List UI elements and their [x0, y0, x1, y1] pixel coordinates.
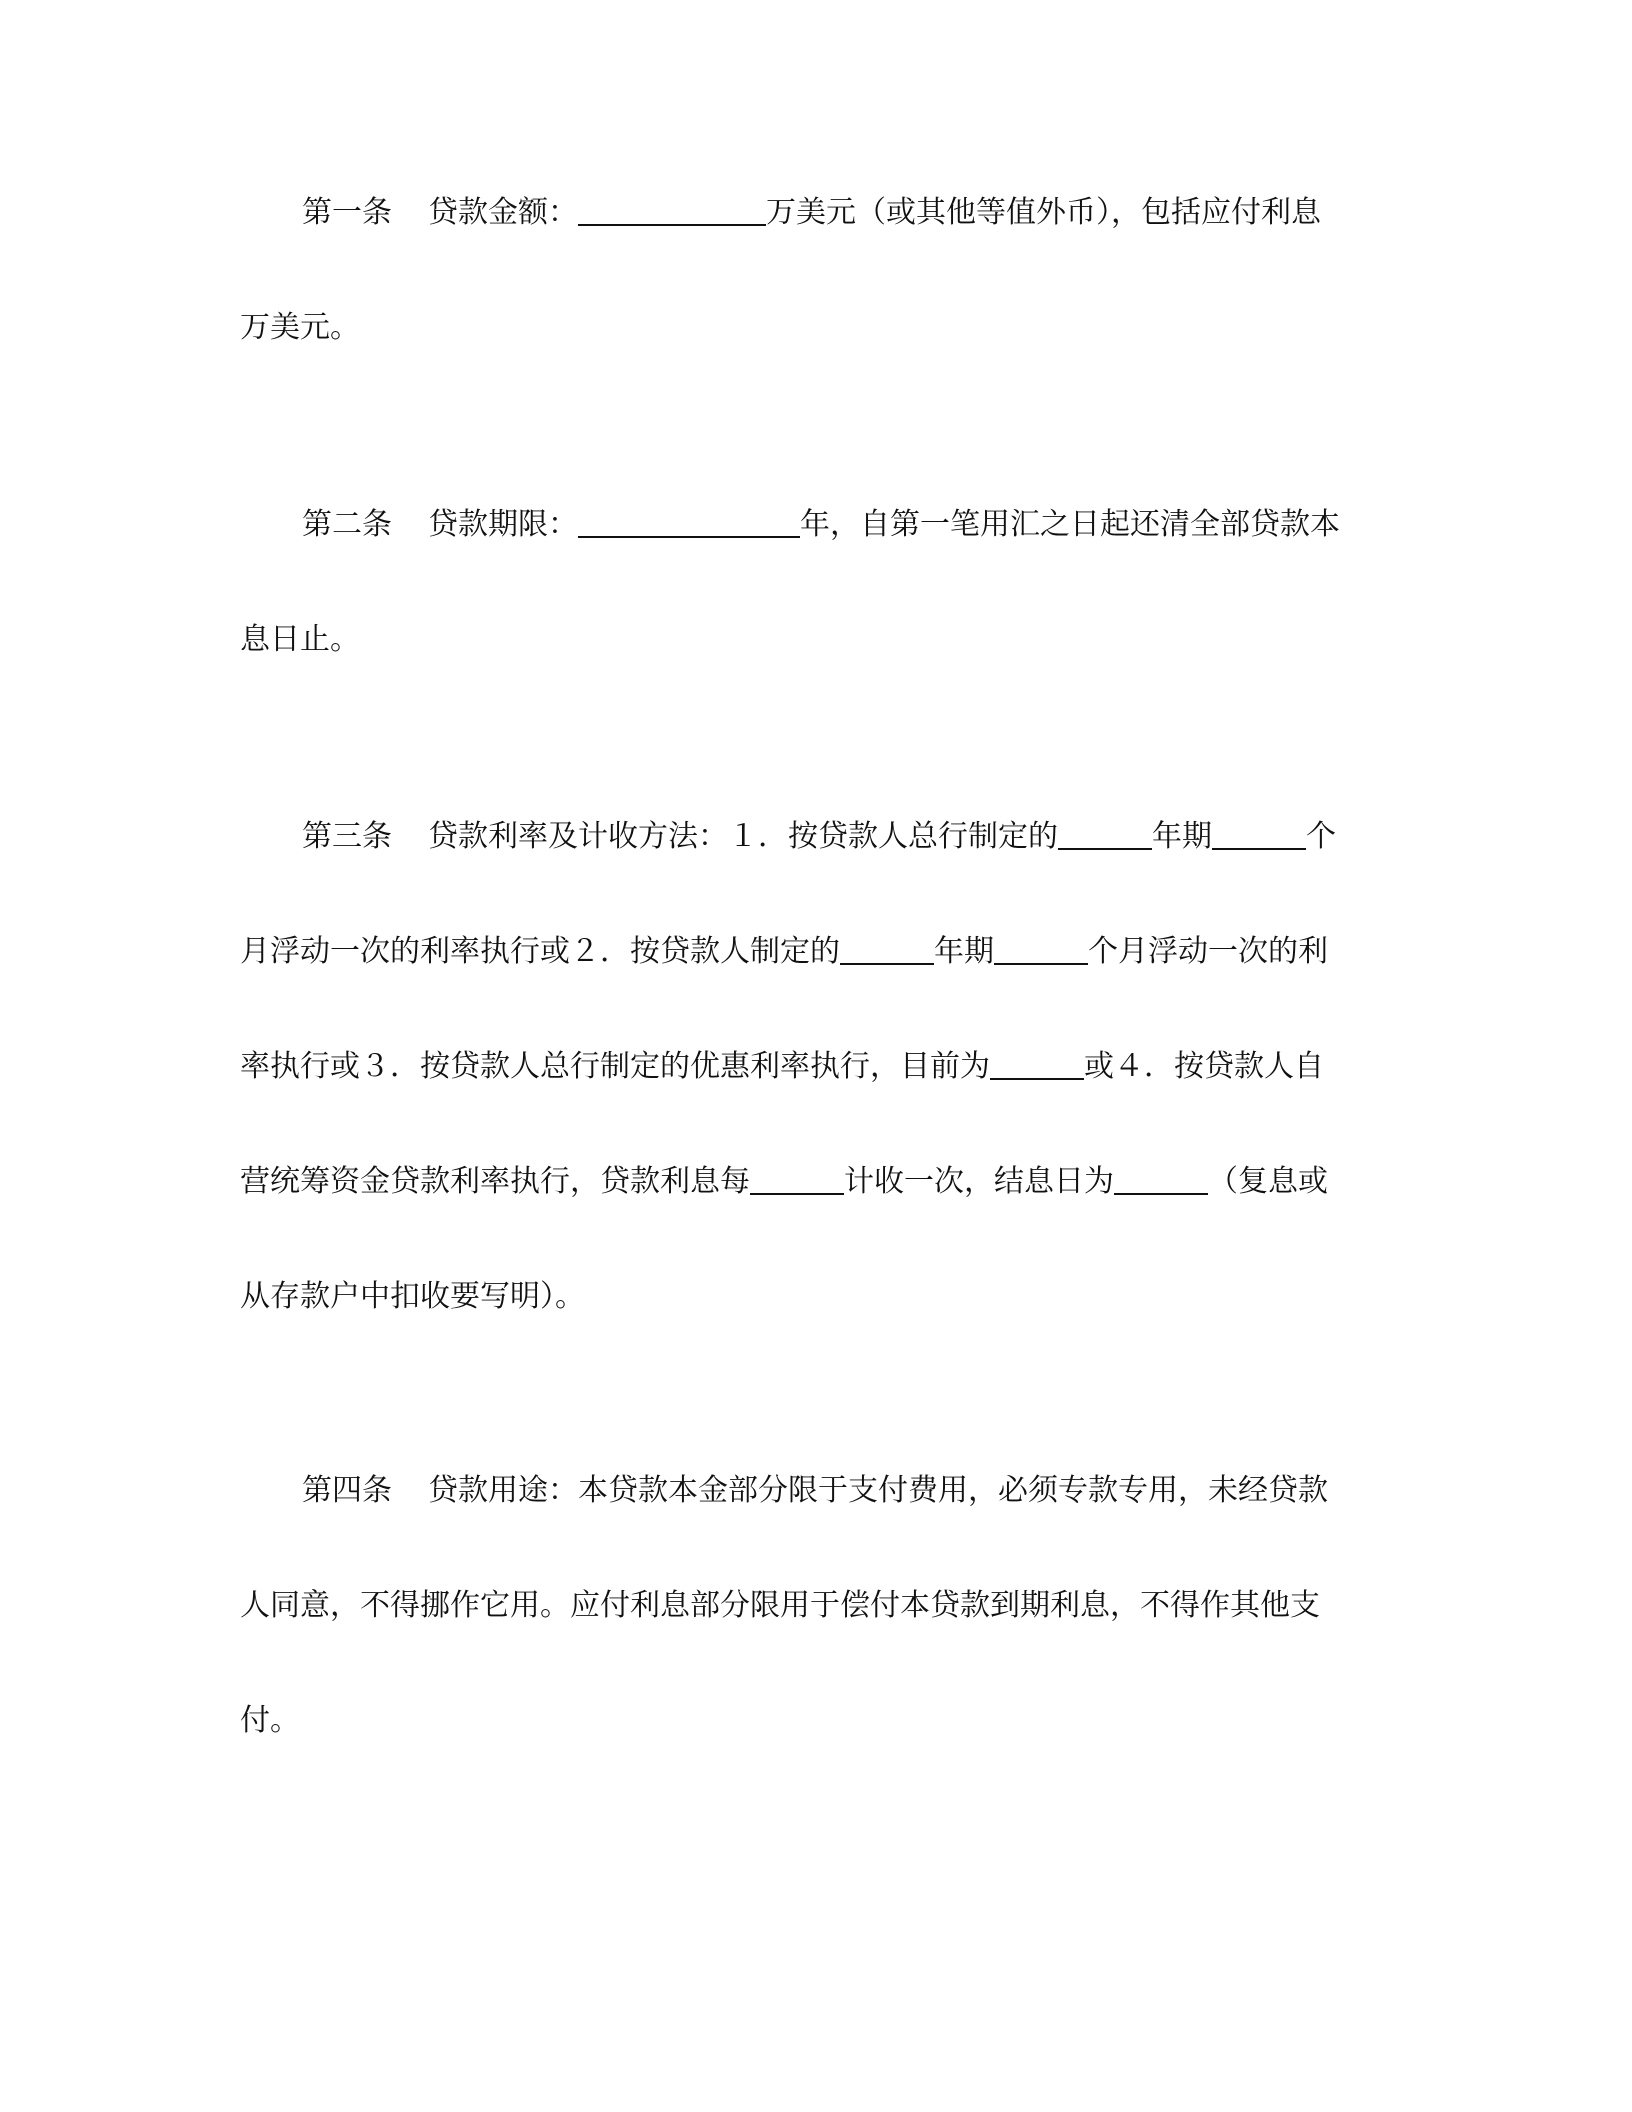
article-2-title: 贷款期限：	[428, 507, 578, 542]
article-4-title: 贷款用途：	[428, 1473, 578, 1508]
article-3-text-10: 计收一次，结息日为	[844, 1164, 1114, 1199]
article-3-line-2	[240, 894, 1380, 1009]
article-2-line-2	[240, 582, 1380, 697]
loan-term-blank	[578, 502, 800, 538]
interest-period-blank	[750, 1159, 844, 1195]
loan-amount-blank	[578, 190, 766, 226]
article-3-text-7: 率执行或３．按贷款人总行制定的优惠利率执行，目前为	[240, 1049, 990, 1084]
article-3-text-6: 个月浮动一次的利	[1088, 934, 1328, 969]
article-4-text-2: 人同意，不得挪作它用。应付利息部分限用于偿付本贷款到期利息，不得作其他支	[240, 1588, 1320, 1623]
article-3-line-1	[240, 779, 1380, 894]
article-2-text-1: 年，自第一笔用汇之日起还清全部贷款本	[800, 507, 1340, 542]
article-3-text-1: １．按贷款人总行制定的	[728, 819, 1058, 854]
article-3-line-4	[240, 1124, 1380, 1239]
article-3-text-12: 从存款户中扣收要写明）。	[240, 1279, 585, 1314]
article-3-text-3: 个	[1306, 819, 1336, 854]
head-office-months-blank	[1212, 814, 1306, 850]
article-1-text-1: 万美元（或其他等值外币），包括应付利息	[766, 195, 1321, 230]
article-3-text-9: 营统筹资金贷款利率执行，贷款利息每	[240, 1164, 750, 1199]
article-4-line-2	[240, 1548, 1380, 1663]
article-2-text-2: 息日止。	[240, 622, 360, 657]
article-4	[240, 1433, 1380, 1778]
lender-months-blank	[994, 929, 1088, 965]
article-3-line-3	[240, 1009, 1380, 1124]
article-1-title: 贷款金额：	[428, 195, 578, 230]
head-office-years-blank	[1058, 814, 1152, 850]
article-1	[240, 155, 1380, 385]
article-1-line-2	[240, 270, 1380, 385]
article-1-number: 第一条	[302, 195, 392, 230]
article-4-line-1	[240, 1433, 1380, 1548]
article-2-number: 第二条	[302, 507, 392, 542]
article-3-title: 贷款利率及计收方法：	[428, 819, 728, 854]
article-3	[240, 779, 1380, 1354]
article-3-text-4: 月浮动一次的利率执行或２．按贷款人制定的	[240, 934, 840, 969]
settlement-date-blank	[1114, 1159, 1208, 1195]
article-3-text-2: 年期	[1152, 819, 1212, 854]
article-3-text-8: 或４．按贷款人自	[1084, 1049, 1324, 1084]
article-2-line-1	[240, 467, 1380, 582]
article-3-line-5	[240, 1239, 1380, 1354]
article-2	[240, 467, 1380, 697]
article-1-text-2: 万美元。	[240, 310, 360, 345]
article-4-line-3	[240, 1663, 1380, 1778]
article-1-line-1	[240, 155, 1380, 270]
article-4-text-3: 付。	[240, 1703, 300, 1738]
article-3-text-11: （复息或	[1208, 1164, 1328, 1199]
article-4-number: 第四条	[302, 1473, 392, 1508]
lender-years-blank	[840, 929, 934, 965]
article-3-number: 第三条	[302, 819, 392, 854]
current-rate-blank	[990, 1044, 1084, 1080]
article-3-text-5: 年期	[934, 934, 994, 969]
article-4-text-1: 本贷款本金部分限于支付费用，必须专款专用，未经贷款	[578, 1473, 1328, 1508]
